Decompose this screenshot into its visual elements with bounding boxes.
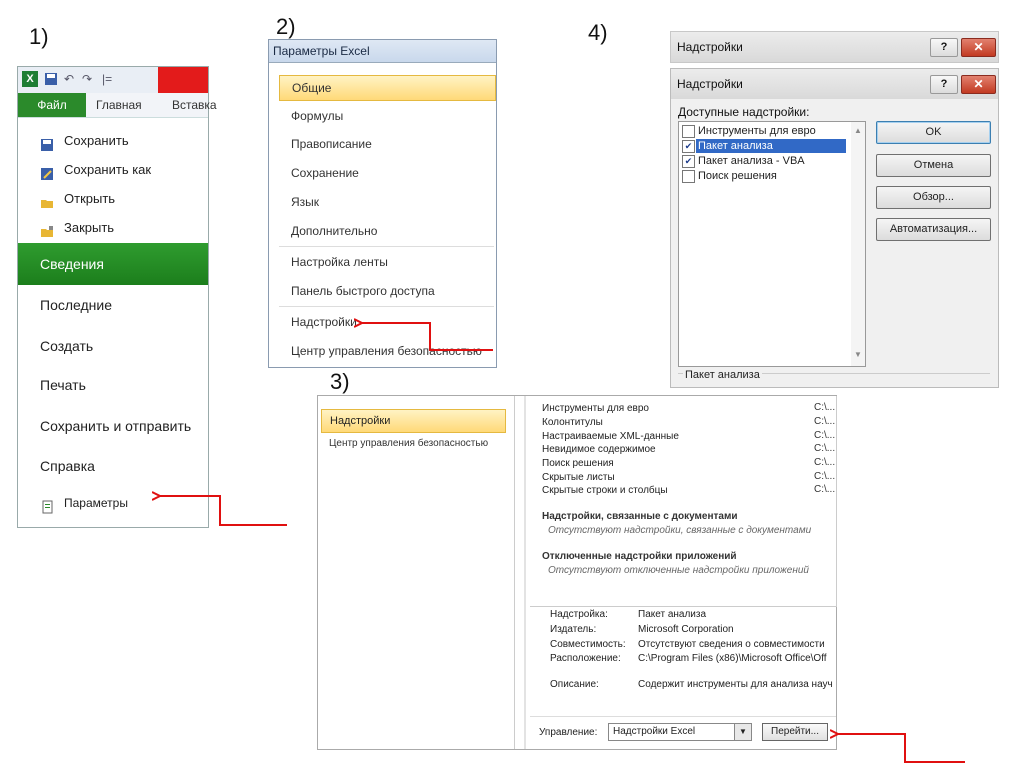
menu-options-label: Параметры bbox=[64, 496, 128, 510]
manage-select-value: Надстройки Excel bbox=[613, 726, 696, 737]
addin-location: C:\... bbox=[814, 457, 836, 468]
menu-save-as-label: Сохранить как bbox=[64, 162, 152, 177]
step-4-label: 4) bbox=[588, 20, 608, 45]
menu-close-label: Закрыть bbox=[64, 220, 115, 235]
addin-row[interactable]: Скрытые строки и столбцы bbox=[542, 485, 668, 496]
options-quick-access-label: Панель быстрого доступа bbox=[291, 284, 435, 298]
addin-location: C:\... bbox=[814, 443, 836, 454]
step-3-label: 3) bbox=[330, 369, 350, 394]
go-button[interactable]: Перейти... bbox=[762, 723, 828, 741]
detail-addin-value: Пакет анализа bbox=[638, 609, 707, 620]
arrow-to-go bbox=[838, 734, 965, 762]
excel-logo-icon: X bbox=[22, 71, 38, 87]
automation-button[interactable]: Автоматизация... bbox=[876, 218, 991, 241]
menu-recent[interactable]: Последние bbox=[40, 297, 113, 313]
description-group-caption: Пакет анализа bbox=[685, 369, 760, 381]
tab-home[interactable]: Главная bbox=[96, 98, 142, 112]
help-button[interactable]: ? bbox=[930, 38, 958, 57]
addin-item-label: Пакет анализа - VBA bbox=[698, 155, 805, 167]
addin-row[interactable]: Поиск решения bbox=[542, 458, 614, 469]
chevron-down-icon[interactable]: ▼ bbox=[734, 724, 751, 740]
options-proofing-label: Правописание bbox=[291, 137, 372, 151]
nav-addins-label: Надстройки bbox=[330, 415, 391, 427]
undo-icon[interactable]: ↶ bbox=[64, 72, 75, 86]
disabled-addins-empty: Отсутствуют отключенные надстройки приложений bbox=[548, 565, 809, 576]
options-advanced-label: Дополнительно bbox=[291, 224, 378, 238]
options-addins-label: Надстройки bbox=[291, 315, 357, 329]
addin-location: C:\... bbox=[814, 471, 836, 482]
close-button[interactable]: ✕ bbox=[961, 75, 996, 94]
browse-button[interactable]: Обзор... bbox=[876, 186, 991, 209]
menu-print[interactable]: Печать bbox=[40, 377, 86, 393]
addin-row[interactable]: Настраиваемые XML-данные bbox=[542, 431, 679, 442]
addin-row[interactable]: Невидимое содержимое bbox=[542, 444, 656, 455]
cancel-button[interactable]: Отмена bbox=[876, 154, 991, 177]
addin-location: C:\... bbox=[814, 430, 836, 441]
nav-trust-center[interactable]: Центр управления безопасностью bbox=[329, 438, 489, 449]
detail-compat-value: Отсутствуют сведения о совместимости bbox=[638, 639, 825, 650]
addin-row[interactable]: Скрытые листы bbox=[542, 472, 615, 483]
manage-label: Управление: bbox=[539, 727, 598, 738]
options-general-label: Общие bbox=[292, 81, 332, 95]
options-trust-center-label: Центр управления безопасностью bbox=[291, 344, 482, 358]
menu-info-label: Сведения bbox=[40, 256, 104, 272]
dialog-title: Надстройки bbox=[677, 77, 743, 91]
detail-publisher-key: Издатель: bbox=[550, 624, 597, 635]
customize-toolbar-icon[interactable]: |= bbox=[102, 72, 113, 86]
addin-row[interactable]: Колонтитулы bbox=[542, 417, 603, 428]
tab-file[interactable]: Файл bbox=[18, 93, 86, 117]
options-formulas-label: Формулы bbox=[291, 109, 344, 123]
detail-publisher-value: Microsoft Corporation bbox=[638, 624, 734, 635]
detail-location-value: C:\Program Files (x86)\Microsoft Office\Off bbox=[638, 653, 827, 664]
detail-description-key: Описание: bbox=[550, 679, 599, 690]
menu-save-label: Сохранить bbox=[64, 133, 129, 148]
detail-description-value: Содержит инструменты для анализа науч bbox=[638, 679, 833, 690]
close-button[interactable]: ✕ bbox=[961, 38, 996, 57]
help-button[interactable]: ? bbox=[930, 75, 958, 94]
addin-location: C:\... bbox=[814, 402, 836, 413]
redo-icon[interactable]: ↷ bbox=[82, 72, 93, 86]
document-addins-heading: Надстройки, связанные с документами bbox=[542, 511, 738, 522]
arrow-to-addins bbox=[362, 323, 493, 350]
addin-item-label: Пакет анализа bbox=[696, 139, 846, 153]
arrow-to-options bbox=[160, 496, 287, 525]
menu-save-send[interactable]: Сохранить и отправить bbox=[40, 418, 192, 434]
detail-location-key: Расположение: bbox=[550, 653, 621, 664]
scroll-down-icon[interactable]: ▼ bbox=[854, 350, 862, 359]
scroll-up-icon[interactable]: ▲ bbox=[854, 126, 862, 135]
addin-item-label: Инструменты для евро bbox=[698, 125, 816, 137]
tab-insert[interactable]: Вставка bbox=[172, 98, 217, 112]
menu-open-label: Открыть bbox=[64, 191, 116, 206]
options-language-label: Язык bbox=[291, 195, 320, 209]
back-dialog-title: Надстройки bbox=[677, 40, 743, 54]
document-addins-empty: Отсутствуют надстройки, связанные с документами bbox=[548, 525, 812, 536]
available-addins-label: Доступные надстройки: bbox=[678, 105, 810, 119]
detail-addin-key: Надстройка: bbox=[550, 609, 608, 620]
step-1-label: 1) bbox=[29, 24, 49, 49]
step-2-label: 2) bbox=[276, 14, 296, 39]
checkbox-checked[interactable]: ✔ bbox=[682, 155, 695, 168]
options-customize-ribbon-label: Настройка ленты bbox=[291, 255, 388, 269]
menu-new[interactable]: Создать bbox=[40, 338, 94, 354]
ok-button[interactable]: OK bbox=[876, 121, 991, 144]
checkbox-checked[interactable]: ✔ bbox=[682, 140, 695, 153]
addin-location: C:\... bbox=[814, 416, 836, 427]
disabled-addins-heading: Отключенные надстройки приложений bbox=[542, 551, 737, 562]
addin-location: C:\... bbox=[814, 484, 836, 495]
detail-compat-key: Совместимость: bbox=[550, 639, 626, 650]
addin-item-label: Поиск решения bbox=[698, 170, 777, 182]
addin-row[interactable]: Инструменты для евро bbox=[542, 403, 649, 414]
menu-help[interactable]: Справка bbox=[40, 458, 95, 474]
options-title: Параметры Excel bbox=[269, 40, 496, 63]
options-save-label: Сохранение bbox=[291, 166, 359, 180]
